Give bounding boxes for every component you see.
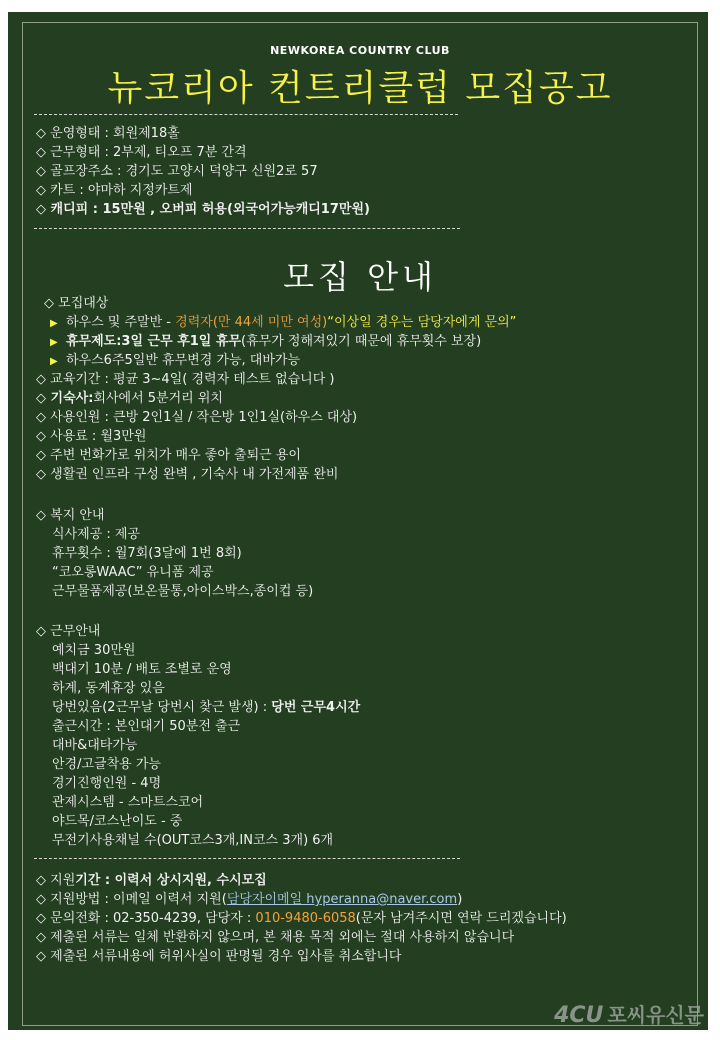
welfare-item: 식사제공 : 제공	[52, 527, 140, 542]
divider	[34, 228, 460, 229]
dormitory-infra: ◇ 생활권 인프라 구성 완벽 , 기숙사 내 가전제품 완비	[36, 467, 339, 482]
work-item: 경기진행인원 - 4명	[52, 776, 162, 791]
recruit-bullet-1: ▶ 하우스 및 주말반 - 경력자(만 44세 미만 여성)“이상일 경우는 담당자에게 문의”	[50, 313, 516, 333]
work-title: ◇ 근무안내	[36, 624, 101, 639]
poster-title: 뉴코리아 컨트리클럽 모집공고	[107, 68, 613, 109]
newspaper-logo: 4CU	[554, 1003, 604, 1028]
recruit-bullet-3: ▶ 하우스6주5일반 휴무변경 가능, 대바가능	[50, 351, 300, 371]
overview-cart: ◇ 카트 : 야마하 지정카트제	[36, 183, 193, 198]
section-title: 모집 안내	[283, 258, 437, 296]
recruit-target: ◇ 모집대상	[44, 296, 109, 311]
manager-phone: 010-9480-6058	[255, 911, 356, 926]
recruit-bullet-2: ▶ 휴무제도:3일 근무 후1일 휴무(휴무가 정해져있기 때문에 휴무횟수 보장)	[50, 332, 481, 352]
work-item: 관제시스템 - 스마트스코어	[52, 795, 204, 810]
work-item: 출근시간 : 본인대기 50분전 출근	[52, 719, 241, 734]
club-english-name: NEWKOREA COUNTRY CLUB	[270, 44, 450, 57]
triangle-bullet-icon: ▶	[50, 356, 58, 367]
triangle-bullet-icon: ▶	[50, 318, 58, 329]
work-item: 백대기 10분 / 배토 조별로 운영	[52, 662, 232, 677]
apply-period: ◇ 지원기간 : 이력서 상시지원, 수시모집	[36, 873, 267, 888]
apply-note-2: ◇ 제출된 서류내용에 허위사실이 판명될 경우 입사를 취소합니다	[36, 949, 402, 964]
divider	[34, 114, 458, 115]
newspaper-watermark	[554, 999, 704, 1028]
divider	[34, 858, 460, 859]
overview-caddie-fee	[36, 200, 370, 219]
overview-address: ◇ 골프장주소 : 경기도 고양시 덕양구 신원2로 57	[36, 164, 318, 179]
manager-email-link[interactable]: 담당자이메일 hyperanna@naver.com	[226, 892, 458, 907]
work-item: 대바&대타가능	[52, 738, 138, 753]
work-duty: 당번있음(2근무날 당번시 찾근 발생) : 당번 근무4시간	[52, 700, 361, 715]
overview-operation: ◇ 운영형태 : 회원제18홀	[36, 126, 180, 141]
dormitory-rooms: ◇ 사용인원 : 큰방 2인1실 / 작은방 1인1실(하우스 대상)	[36, 410, 358, 425]
dormitory-fee: ◇ 사용료 : 월3만원	[36, 429, 147, 444]
welfare-title: ◇ 복지 안내	[36, 508, 105, 523]
apply-note-1: ◇ 제출된 서류는 일체 반환하지 않으며, 본 채용 목적 외에는 절대 사용하지 않습니다	[36, 930, 515, 945]
welfare-item: 휴무횟수 : 월7회(3달에 1번 8회)	[52, 546, 242, 561]
triangle-bullet-icon: ▶	[50, 337, 58, 348]
caddie-fee-text: ◇ 캐디피 : 15만원 , 오버피 허용(외국어가능캐디17만원)	[36, 202, 370, 217]
welfare-item: “코오롱WAAC” 유니폼 제공	[52, 565, 214, 580]
work-item: 야드목/코스난이도 - 중	[52, 814, 183, 829]
apply-method: ◇ 지원방법 : 이메일 이력서 지원(담당자이메일 hyperanna@naver.com)	[36, 892, 463, 907]
work-item: 안경/고글착용 가능	[52, 757, 161, 772]
overview-work-type: ◇ 근무형태 : 2부제, 티오프 7분 간격	[36, 145, 247, 160]
dormitory: ◇ 기숙사:회사에서 5분거리 위치	[36, 391, 223, 406]
welfare-item: 근무물품제공(보온물통,아이스박스,종이컵 등)	[52, 584, 314, 599]
work-item: 무전기사용채널 수(OUT코스3개,IN코스 3개) 6개	[52, 833, 334, 848]
training-period: ◇ 교육기간 : 평균 3~4일( 경력자 테스트 없습니다 )	[36, 372, 335, 387]
newspaper-name: 포씨유신문	[607, 1003, 704, 1027]
apply-phone: ◇ 문의전화 : 02-350-4239, 담당자 : 010-9480-6058(문자 남겨주시면 연락 드리겠습니다)	[36, 911, 567, 926]
work-item: 예치금 30만원	[52, 643, 136, 658]
dormitory-location: ◇ 주변 번화가로 위치가 매우 좋아 출퇴근 용이	[36, 448, 301, 463]
work-item: 하계, 동계휴장 있음	[52, 681, 165, 696]
